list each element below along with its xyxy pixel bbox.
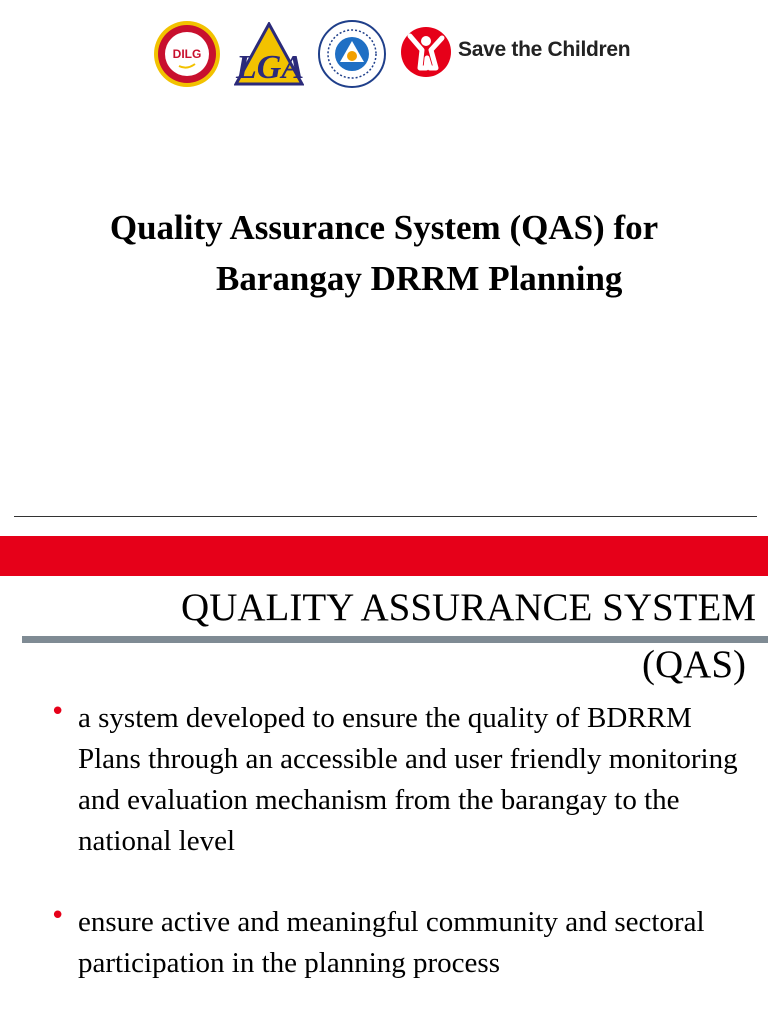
bullet-dot-icon: • — [50, 697, 66, 727]
title-line-1: Quality Assurance System (QAS) for — [109, 208, 659, 247]
save-the-children-wordmark: Save the Children — [458, 38, 631, 61]
bullet-dot-icon: • — [50, 901, 66, 931]
slide-title — [0, 202, 768, 304]
ocd-seal-logo — [318, 20, 386, 88]
bullet-item — [48, 698, 748, 862]
save-the-children-icon — [400, 26, 452, 78]
dilg-logo-text: DILG — [172, 47, 202, 61]
dilg-seal-logo — [153, 20, 221, 88]
red-header-bar — [0, 536, 768, 576]
bullet-item — [48, 902, 748, 984]
bullet-list — [48, 698, 748, 1024]
footer-divider — [14, 516, 757, 517]
bullet-text: ensure active and meaningful community and sectoral participation in the planning process — [78, 906, 705, 979]
bullet-text: a system developed to ensure the quality of BDRRM Plans through an accessible and user friendly monitoring and evaluation mechanism from the barangay to the national level — [78, 702, 738, 857]
svg-text:LGA: LGA — [236, 49, 304, 86]
title-line-2: Barangay DRRM Planning — [216, 259, 623, 298]
section-heading-line-1: QUALITY ASSURANCE SYSTEM — [181, 586, 756, 629]
lga-logo — [234, 22, 304, 86]
section-heading-line-2: (QAS) — [642, 643, 746, 686]
